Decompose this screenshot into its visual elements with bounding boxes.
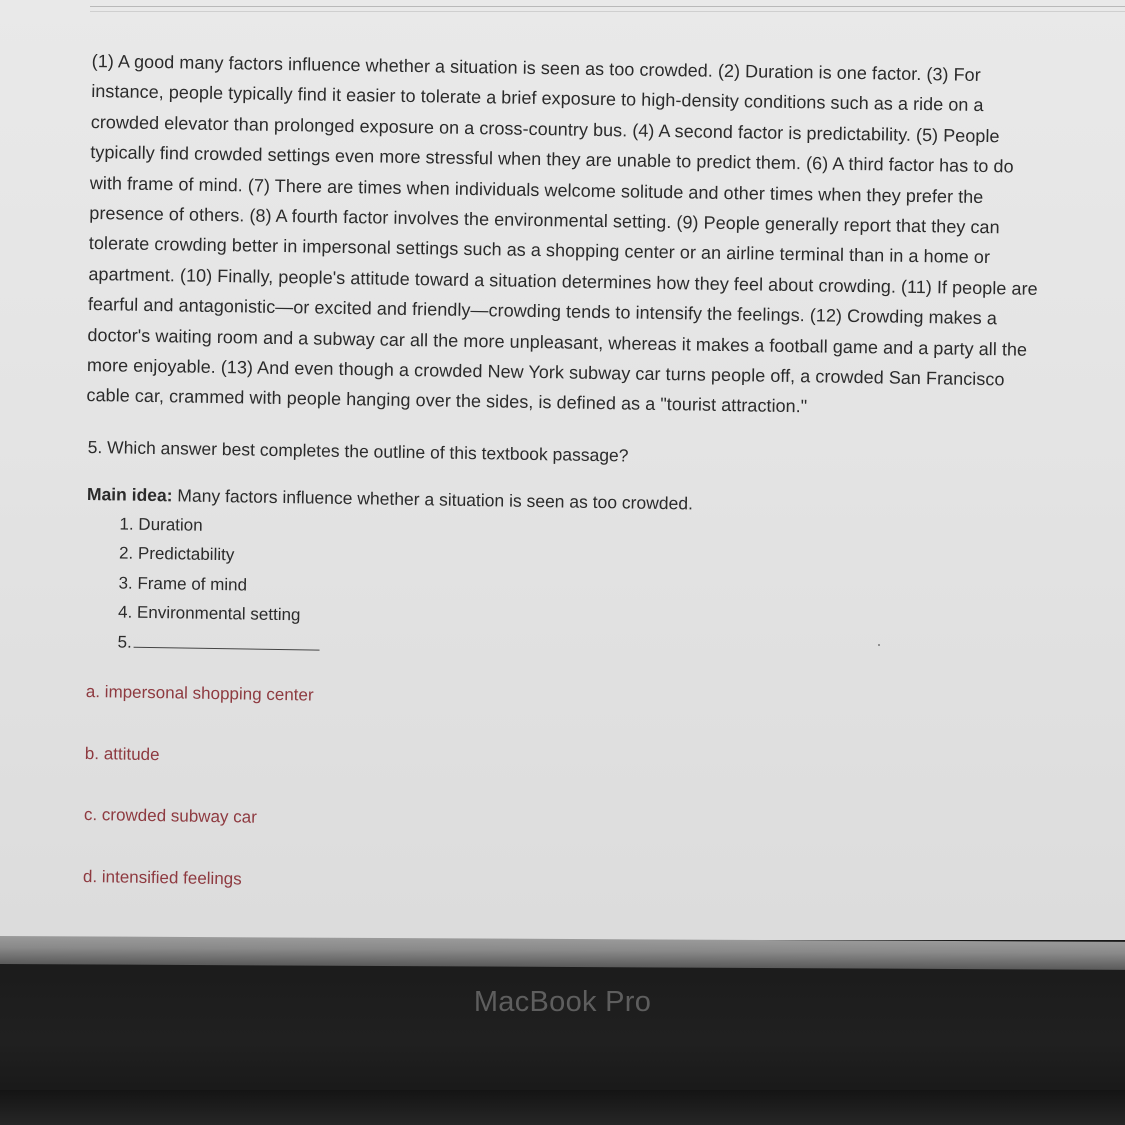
outline [84,484,1085,672]
question-prompt: 5. Which answer best completes the outline of this textbook passage? [87,436,629,466]
outline-item-label: 5. [117,632,132,652]
outline-item-label: 2. Predictability [118,543,235,565]
outline-list [117,509,1084,672]
passage-line: crowded elevator than prolonged exposure on a cross-country bus. (4) A second factor is predictability. (5) People [90,111,1000,147]
passage-line: doctor's waiting room and a subway car all the more unpleasant, whereas it makes a football game and a party all the [87,324,1028,360]
outline-item-label: 1. Duration [119,514,203,535]
choice-c-label[interactable]: c. crowded subway car [83,805,257,828]
choice-b-label[interactable]: b. attitude [84,743,160,765]
question-content [78,46,1092,940]
outline-item-label: 3. Frame of mind [118,573,248,595]
passage-line: presence of others. (8) A fourth factor involves the environmental setting. (9) People generally report that they can [89,203,1000,238]
passage-line: cable car, crammed with people hanging over the sides, is defined as a "tourist attraction." [86,385,808,417]
answer-choices [82,682,1082,940]
top-divider [90,6,1125,12]
passage-line: typically find crowded settings even more stressful when they are unable to predict them. (6) A third factor has to do [90,142,1014,177]
passage-line: more enjoyable. (13) And even though a crowded New York subway car turns people off, a crowded San Francisco [86,355,1005,390]
main-idea-text: Many factors influence whether a situation is seen as too crowded. [177,485,694,514]
screen-speck [878,644,880,646]
reading-passage [86,46,1092,427]
passage-line: apartment. (10) Finally, people's attitude toward a situation determines how they feel about crowding. (11) If people are [88,263,1038,299]
outline-item-label: 4. Environmental setting [117,602,301,625]
macbook-pro-logo: MacBook Pro [473,986,652,1018]
answer-blank [134,629,320,651]
bezel-lower-shadow [0,1090,1125,1125]
main-idea-label: Main idea: [86,483,173,506]
choice-d-label[interactable]: d. intensified feelings [82,866,242,889]
choice-a-label[interactable]: a. impersonal shopping center [85,682,314,705]
passage-line: instance, people typically find it easier to tolerate a brief exposure to high-density conditions such as a ride on a [91,81,984,116]
passage-line: fearful and antagonistic—or excited and friendly—crowding tends to intensify the feelings. (12) Crowding makes a [87,294,998,329]
passage-line: with frame of mind. (7) There are times when individuals welcome solitude and other times when they prefer the [89,172,984,207]
passage-line: (1) A good many factors influence whether a situation is seen as too crowded. (2) Duration is one factor. (3) For [91,50,981,85]
bezel-edge [0,936,1125,970]
passage-line: tolerate crowding better in impersonal settings such as a shopping center or an airline terminal than in a home or [88,233,991,268]
